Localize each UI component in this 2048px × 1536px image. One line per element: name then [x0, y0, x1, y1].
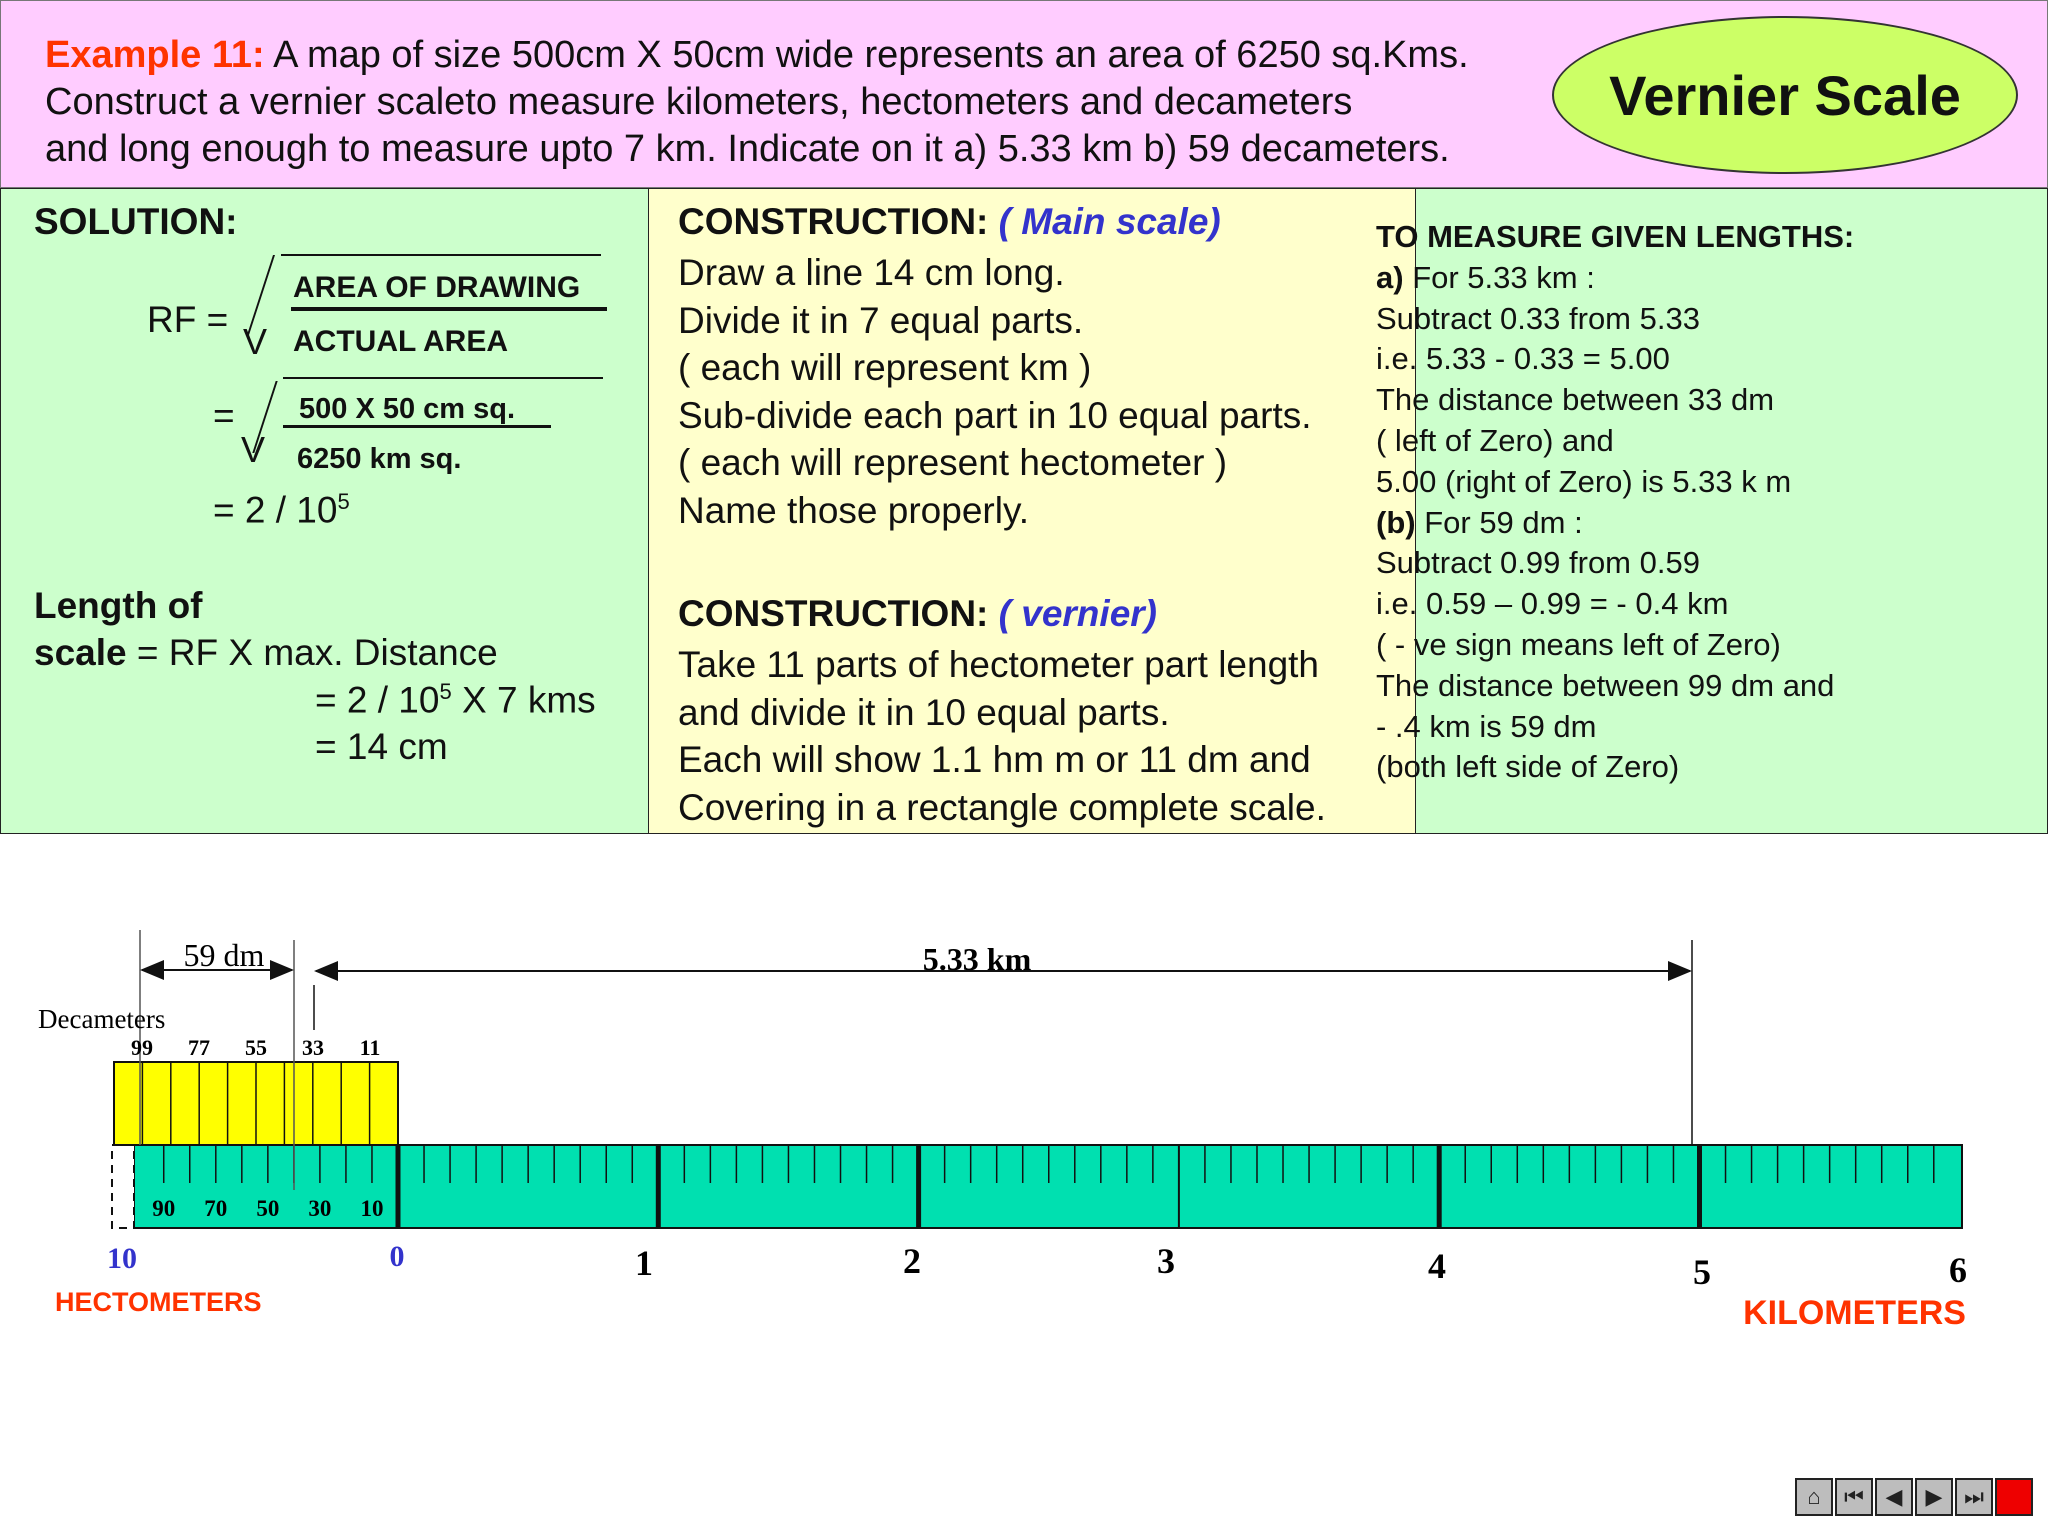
measure-line: (both left side of Zero) — [1376, 749, 1680, 785]
measure-line: - .4 km is 59 dm — [1376, 708, 1597, 744]
measure-line: i.e. 0.59 – 0.99 = - 0.4 km — [1376, 586, 1729, 622]
km-label: 6 — [1949, 1250, 1967, 1290]
denominator-2: 6250 km sq. — [297, 443, 462, 475]
zero-label: 0 — [389, 1240, 405, 1273]
solution-heading: SOLUTION: — [34, 201, 238, 242]
vernier-step: Each will show 1.1 hm m or 11 dm and — [678, 739, 1311, 780]
example-label: Example 11: — [45, 34, 265, 76]
next-slide-button[interactable]: ▶ — [1915, 1478, 1953, 1516]
measure-line: The distance between 99 dm and — [1376, 667, 1835, 703]
rf-label: RF = — [147, 299, 229, 340]
main-step: Sub-divide each part in 10 equal parts. — [678, 394, 1312, 436]
title-badge: Vernier Scale — [1552, 16, 2018, 174]
problem-line-1: Example 11: A map of size 500cm X 50cm wide represents an area of 6250 sq.Kms. — [45, 34, 1469, 76]
main-step: ( each will represent km ) — [678, 347, 1092, 388]
measure-line: ( left of Zero) and — [1376, 422, 1614, 458]
vernier-step: Take 11 parts of hectometer part length — [678, 644, 1320, 685]
kilometers-label: KILOMETERS — [1743, 1294, 1966, 1332]
dim-59-label: 59 dm — [183, 937, 265, 973]
hectometer-label: 30 — [308, 1196, 332, 1221]
first-slide-button[interactable]: ⏮ — [1835, 1478, 1873, 1516]
main-scale-extension — [112, 1145, 134, 1228]
decameters-label: Decameters — [38, 1004, 166, 1034]
measure-heading: TO MEASURE GIVEN LENGTHS: — [1376, 219, 1855, 254]
hectometer-label: 70 — [204, 1196, 228, 1221]
hectometer-label: 90 — [152, 1196, 176, 1221]
stop-button[interactable] — [1995, 1478, 2033, 1516]
km-label: 4 — [1428, 1246, 1446, 1286]
numerator-2: 500 X 50 cm sq. — [299, 393, 516, 425]
slide-nav — [1795, 1478, 2035, 1516]
numerator-1: AREA OF DRAWING — [293, 271, 581, 304]
home-button[interactable]: ⌂ — [1795, 1478, 1833, 1516]
vernier-step: Covering in a rectangle complete scale. — [678, 786, 1326, 828]
vernier-label: 77 — [188, 1035, 210, 1060]
root-symbol-2: V — [241, 429, 266, 470]
scale-final: = 14 cm — [315, 726, 448, 767]
main-scale-heading: CONSTRUCTION: ( Main scale) — [678, 201, 1221, 242]
vernier-heading: CONSTRUCTION: ( vernier) — [678, 593, 1157, 634]
main-step: Draw a line 14 cm long. — [678, 252, 1065, 293]
km-label: 2 — [903, 1241, 921, 1281]
measure-a: a) For 5.33 km : — [1376, 259, 1595, 295]
km-label: 5 — [1693, 1252, 1711, 1292]
km-labels — [635, 1241, 1967, 1292]
left-ten-label: 10 — [107, 1242, 137, 1275]
length-of-label: Length of — [34, 585, 203, 626]
measure-line: Subtract 0.33 from 5.33 — [1376, 300, 1700, 336]
main-step: Divide it in 7 equal parts. — [678, 299, 1084, 341]
vernier-labels — [131, 1035, 380, 1060]
hectometer-label: 50 — [256, 1196, 280, 1221]
problem-line-3: and long enough to measure upto 7 km. Indicate on it a) 5.33 km b) 59 decameters. — [45, 128, 1450, 170]
main-step: Name those properly. — [678, 489, 1029, 531]
hectometers-label: HECTOMETERS — [55, 1287, 262, 1317]
equals-sign: = — [213, 395, 235, 436]
prev-slide-button[interactable]: ◀ — [1875, 1478, 1913, 1516]
vernier-step: and divide it in 10 equal parts. — [678, 691, 1170, 733]
rf-result: = $2 / 10^5$ — [213, 489, 350, 531]
measure-line: The distance between 33 dm — [1376, 382, 1775, 418]
measure-line: i.e. 5.33 - 0.33 = 5.00 — [1376, 341, 1670, 377]
problem-line-2: Construct a vernier scaleto measure kilometers, hectometers and decameters — [45, 81, 1353, 123]
hectometer-label: 10 — [360, 1196, 384, 1221]
scale-formula: scale = RF X max. Distance — [34, 632, 498, 673]
main-step: ( each will represent hectometer ) — [678, 442, 1228, 483]
measure-b: (b) For 59 dm : — [1376, 504, 1583, 540]
vernier-label: 55 — [245, 1035, 267, 1060]
measure-line: 5.00 (right of Zero) is 5.33 k m — [1376, 463, 1792, 499]
vernier-label: 33 — [302, 1035, 324, 1060]
last-slide-button[interactable]: ⏭ — [1955, 1478, 1993, 1516]
km-label: 1 — [635, 1243, 653, 1283]
denominator-1: ACTUAL AREA — [293, 325, 508, 358]
dim-533-label: 5.33 km — [922, 941, 1032, 977]
root-symbol: V — [243, 321, 268, 362]
vernier-label: 11 — [359, 1035, 381, 1060]
scale-calc: = $2 / 10^5$ X 7 kms — [315, 679, 596, 721]
measure-line: Subtract 0.99 from 0.59 — [1376, 545, 1700, 581]
measure-line: ( - ve sign means left of Zero) — [1376, 626, 1781, 662]
km-label: 3 — [1157, 1241, 1175, 1281]
vernier-label: 99 — [131, 1035, 153, 1060]
